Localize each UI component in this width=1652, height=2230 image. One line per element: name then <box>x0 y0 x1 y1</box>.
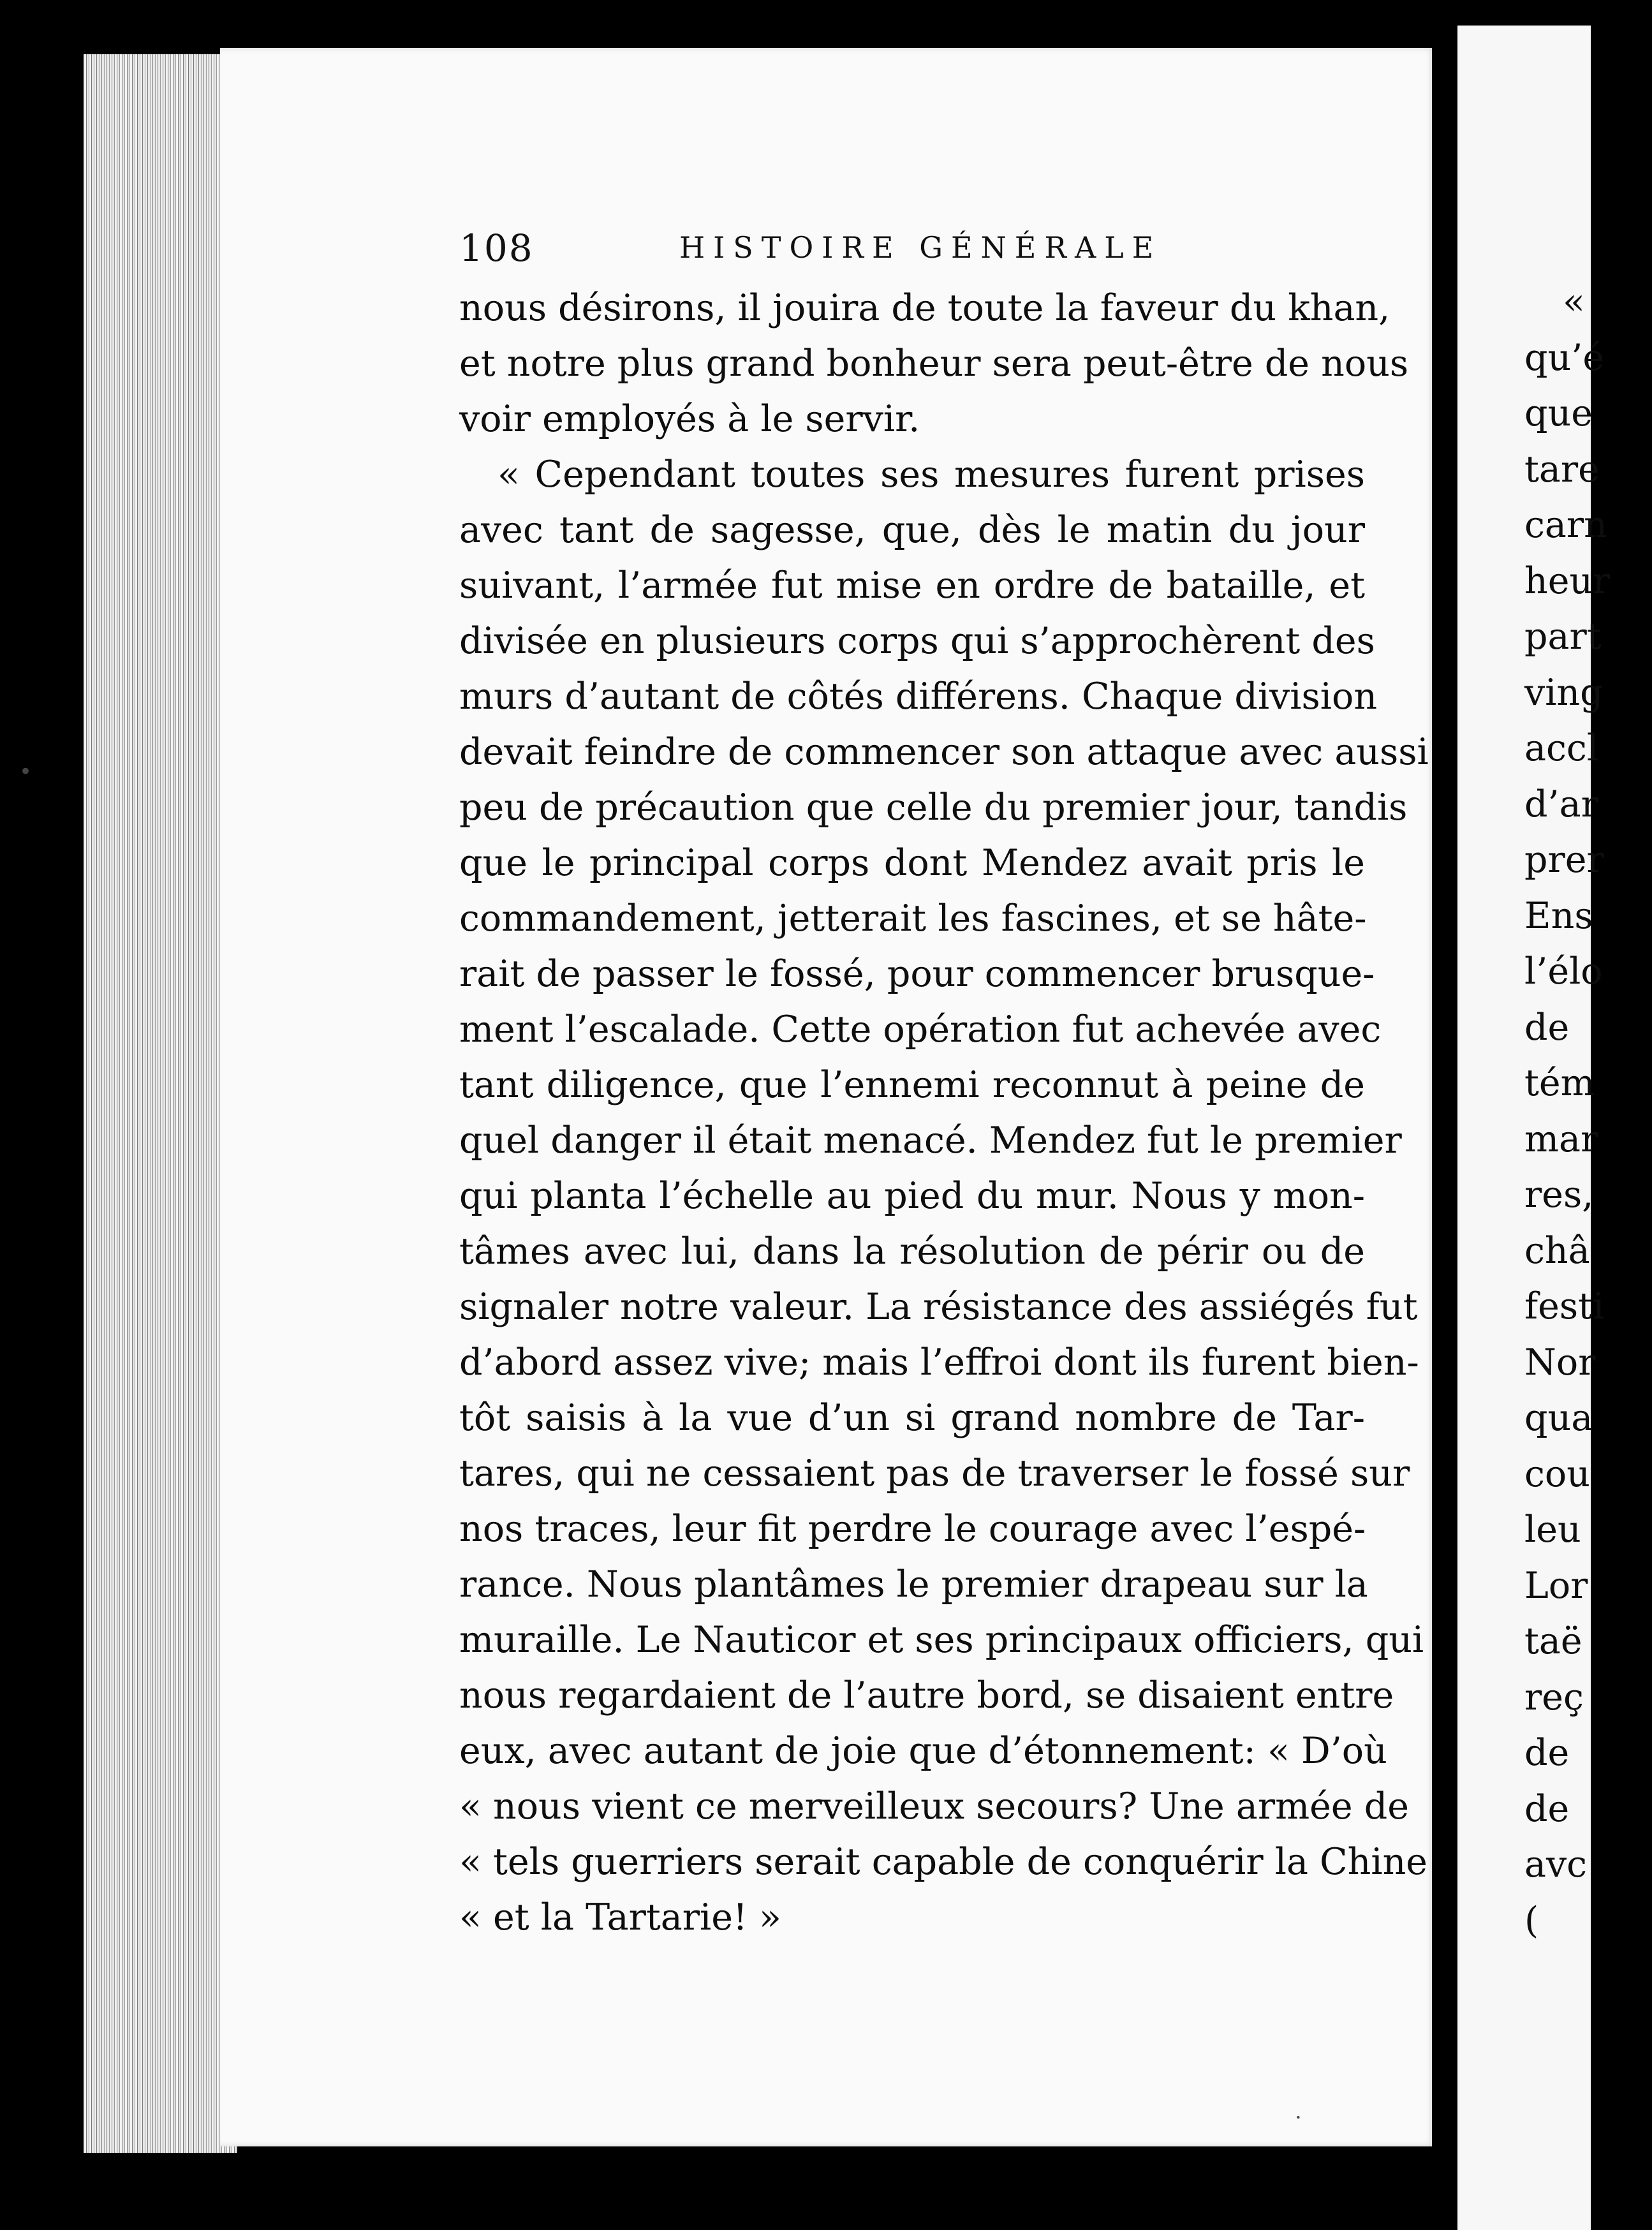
text-line: commandement, jetterait les fascines, et se hâte- <box>459 897 1367 940</box>
text-line: nous regardaient de l’autre bord, se disaient entre <box>459 1674 1394 1717</box>
running-head <box>459 226 1359 270</box>
facing-text-fragment: avc <box>1524 1843 1588 1886</box>
text-line: devait feindre de commencer son attaque avec aussi <box>459 731 1429 773</box>
text-line: « tels guerriers serait capable de conquérir la Chine <box>459 1841 1428 1883</box>
text-line: ment l’escalade. Cette opération fut achevée avec <box>459 1008 1382 1051</box>
text-line: qui planta l’échelle au pied du mur. Nous y mon- <box>459 1175 1365 1217</box>
text-line: murs d’autant de côtés différens. Chaque division <box>459 676 1378 718</box>
text-line: tôt saisis à la vue d’un si grand nombre de Tar- <box>459 1397 1365 1439</box>
facing-text-fragment: ving <box>1524 671 1604 714</box>
text-line: tant diligence, que l’ennemi reconnut à peine de <box>459 1064 1365 1106</box>
text-line: rait de passer le fossé, pour commencer brusque- <box>459 953 1375 995</box>
text-line: quel danger il était menacé. Mendez fut le premier <box>459 1119 1402 1162</box>
page-number: 108 <box>459 226 534 270</box>
text-line: que le principal corps dont Mendez avait pris le <box>459 842 1365 884</box>
facing-text-fragment: res, <box>1524 1174 1594 1216</box>
text-line: nous désirons, il jouira de toute la faveur du khan, <box>459 287 1390 329</box>
text-line: peu de précaution que celle du premier jour, tandis <box>459 786 1408 829</box>
facing-page-text <box>1524 274 1652 1949</box>
facing-text-fragment: accl <box>1524 727 1599 769</box>
facing-text-fragment: qua <box>1524 1397 1593 1439</box>
facing-text-fragment: qu’é <box>1524 336 1605 379</box>
text-line: suivant, l’armée fut mise en ordre de bataille, et <box>459 565 1365 607</box>
text-line: « Cependant toutes ses mesures furent prises <box>498 454 1365 496</box>
facing-text-fragment: d’ar <box>1524 783 1598 825</box>
facing-text-fragment: heur <box>1524 559 1611 602</box>
text-line: d’abord assez vive; mais l’effroi dont ils furent bien- <box>459 1341 1419 1384</box>
facing-text-fragment: tém <box>1524 1062 1595 1104</box>
text-line: « nous vient ce merveilleux secours? Une armée de <box>459 1785 1409 1828</box>
text-line: « et la Tartarie! » <box>459 1896 781 1938</box>
ink-speck: • <box>19 759 33 785</box>
facing-text-fragment: prer <box>1524 839 1604 881</box>
facing-text-fragment: l’élo <box>1524 950 1603 993</box>
facing-text-fragment: châ <box>1524 1229 1590 1272</box>
text-line: divisée en plusieurs corps qui s’approchèrent des <box>459 620 1375 662</box>
text-line: avec tant de sagesse, que, dès le matin du jour <box>459 509 1365 551</box>
facing-text-fragment: tare <box>1524 448 1600 491</box>
facing-text-fragment: Ens <box>1524 894 1593 937</box>
text-line: rance. Nous plantâmes le premier drapeau sur la <box>459 1563 1368 1606</box>
text-line: muraille. Le Nauticor et ses principaux officiers, qui <box>459 1619 1424 1661</box>
text-line: signaler notre valeur. La résistance des assiégés fut <box>459 1286 1418 1328</box>
facing-text-fragment: ( <box>1524 1899 1539 1942</box>
text-line: et notre plus grand bonheur sera peut-être de nous <box>459 343 1409 385</box>
text-line: tâmes avec lui, dans la résolution de périr ou de <box>459 1230 1365 1273</box>
text-line: voir employés à le servir. <box>459 398 920 440</box>
page-edges <box>83 54 237 2153</box>
facing-text-fragment: reç <box>1524 1676 1584 1718</box>
facing-text-fragment: festi <box>1524 1285 1605 1327</box>
facing-text-fragment: de <box>1524 1732 1570 1774</box>
facing-text-fragment: carn <box>1524 504 1607 546</box>
body-text <box>459 281 1429 1946</box>
facing-text-fragment: taë <box>1524 1620 1582 1662</box>
facing-text-fragment: que <box>1524 392 1593 434</box>
facing-text-fragment: part <box>1524 616 1602 658</box>
running-title: HISTOIRE GÉNÉRALE <box>679 230 1162 265</box>
facing-text-fragment: leu <box>1524 1509 1581 1551</box>
text-line: nos traces, leur fit perdre le courage avec l’espé- <box>459 1508 1366 1550</box>
facing-text-fragment: « <box>1563 281 1585 323</box>
facing-text-fragment: cou <box>1524 1452 1590 1495</box>
facing-text-fragment: Lor <box>1524 1564 1588 1607</box>
text-line: eux, avec autant de joie que d’étonnement: « D’où <box>459 1730 1387 1772</box>
text-line: tares, qui ne cessaient pas de traverser le fossé sur <box>459 1452 1410 1495</box>
facing-text-fragment: de <box>1524 1787 1570 1830</box>
ink-speck: · <box>1295 2105 1302 2130</box>
facing-text-fragment: mar <box>1524 1118 1598 1160</box>
facing-page-fragment <box>1457 26 1611 2230</box>
facing-text-fragment: Nor <box>1524 1341 1596 1384</box>
facing-text-fragment: de <box>1524 1006 1570 1049</box>
